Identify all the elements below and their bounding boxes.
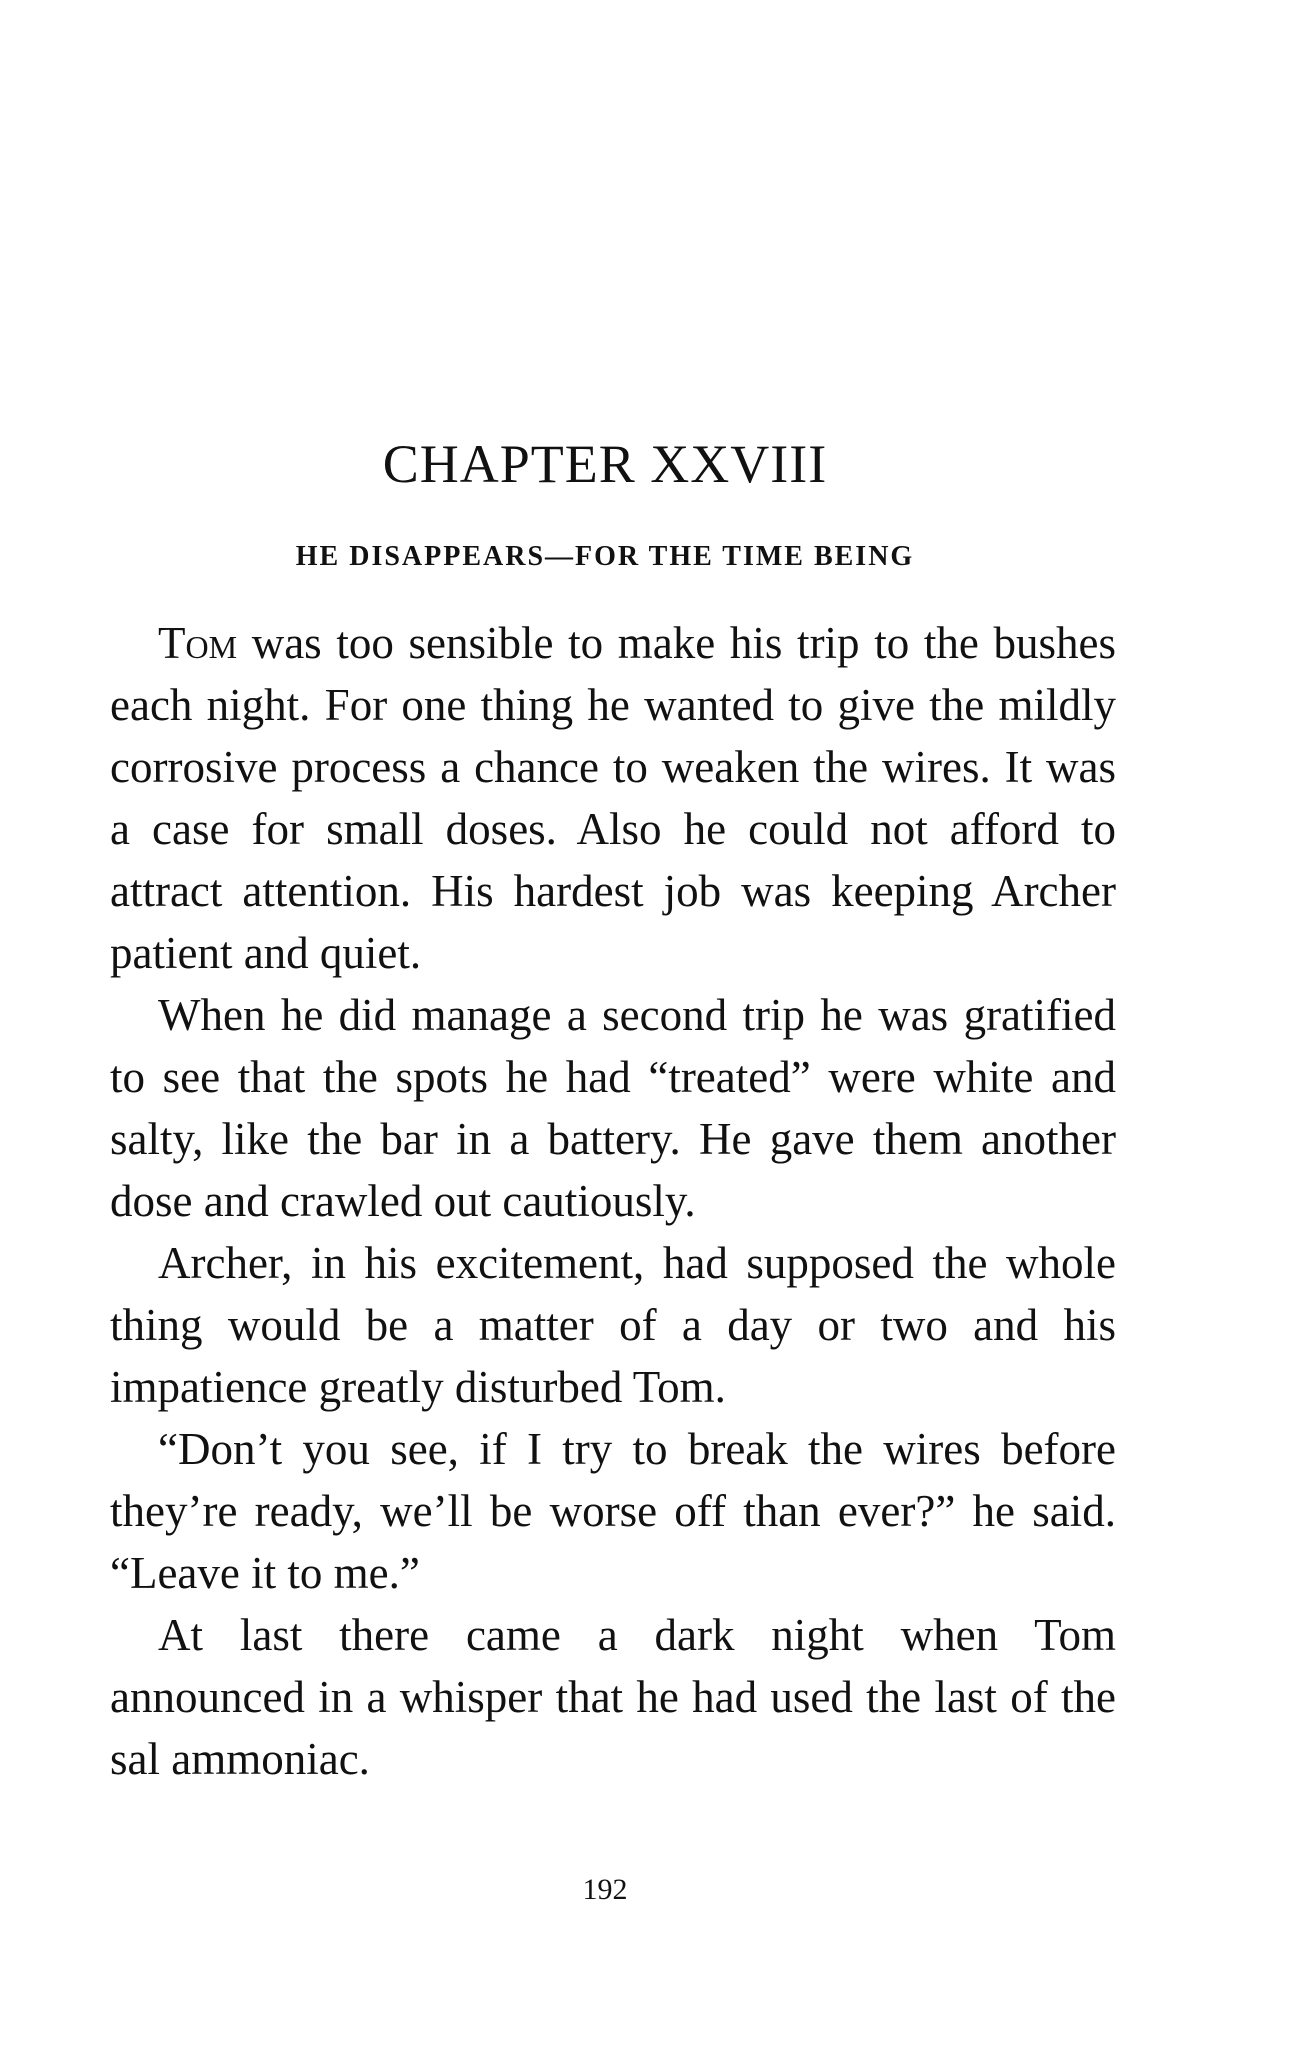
paragraph-2: When he did manage a second trip he was gratified to see that the spots he had “treated” were white and salty, like the bar in a battery. He gave them another dose and crawled out cautiously. [110,990,1116,1226]
paragraph-5: At last there came a dark night when Tom announced in a whisper that he had used the last of the sal ammoniac. [110,1610,1116,1784]
paragraph-4: “Don’t you see, if I try to break the wires before they’re ready, we’ll be worse off than ever?” he said. “Leave it to me.” [110,1424,1116,1598]
body-text [110,612,1116,1790]
paragraph-3: Archer, in his excitement, had supposed the whole thing would be a matter of a day or two and his impatience greatly disturbed Tom. [110,1238,1116,1412]
page-number: 192 [582,1873,628,1906]
chapter-title: CHAPTER XXVIII [382,434,828,494]
paragraph-lead-word: Tom [158,618,238,668]
paragraph-text: was too sensible to make his trip to the bushes each night. For one thing he wanted to give the mildly corrosive process a chance to weaken the wires. It was a case for small doses. Also he could not afford to attract attention. His hardest job was keeping Archer patient and quiet. [110,618,1116,978]
paragraph-1 [110,612,1116,984]
chapter-subtitle: HE DISAPPEARS—FOR THE TIME BEING [295,541,915,572]
